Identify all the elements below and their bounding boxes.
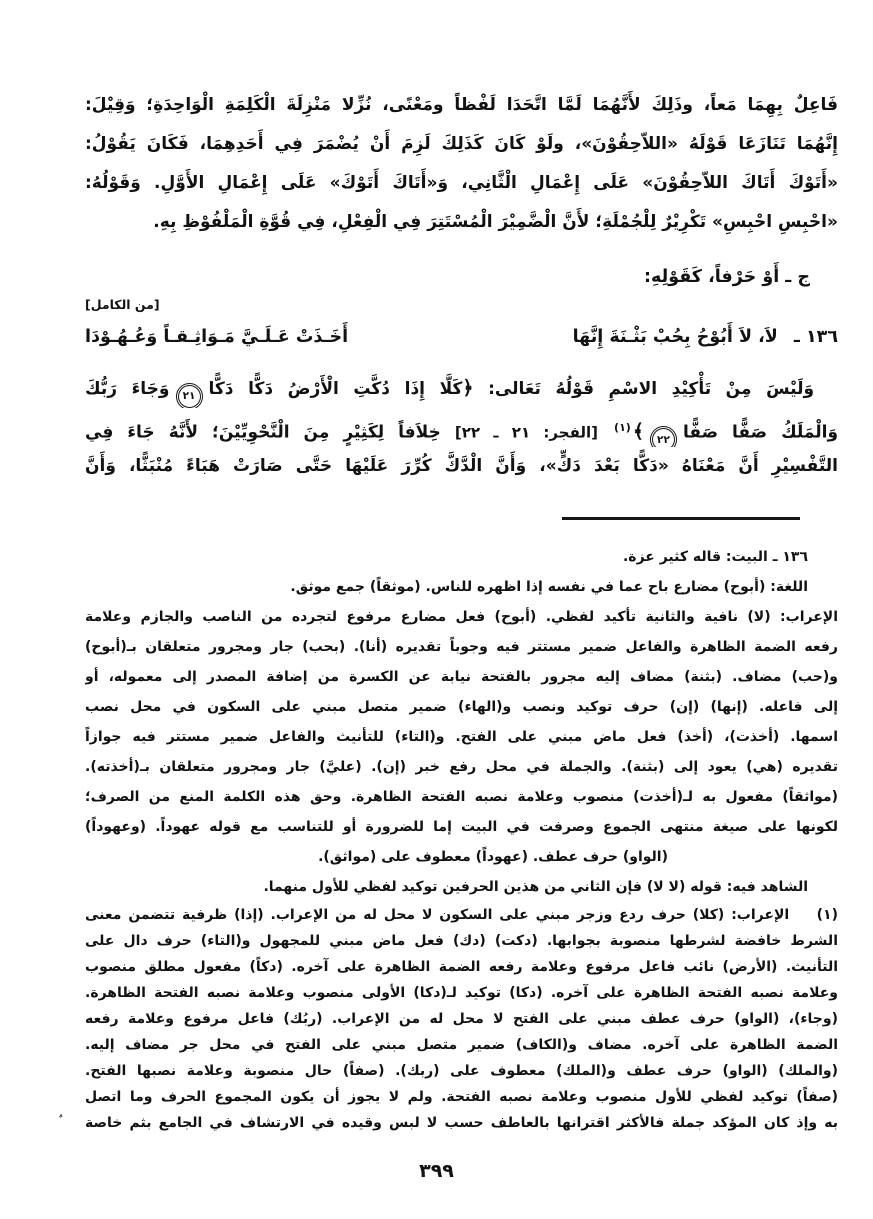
footnote-line: (١) الإعراب: (كلا) حرف ردع وزجر مبني على السكون لا محل له من الإعراب. (إذا) ظرفية تتضمن معنى <box>85 907 838 923</box>
quran-text: وَجَاءَ رَبُّكَ <box>85 379 170 399</box>
footnote-line: الإعراب: (لا) نافية والثانية تأكيد لفظي. (أبوح) فعل مضارع مرفوع لتجرده من الناصب والجازم وعلامة <box>85 609 838 625</box>
footnote-block-1 <box>85 902 838 1136</box>
footnote-line: و(حب) مضاف. (بثنة) مضاف إليه مجرور بالفتحة نيابة عن الكسرة من إضافة المصدر إلى معموله، أو <box>85 669 838 685</box>
footnote-line: (والملك) (الواو) حرف عطف و(الملك) معطوف على (ربك). (صفاً) حال منصوبة وعلامة نصبها الفتح. <box>85 1063 838 1079</box>
quran-text: كَلَّا إِذَا دُكَّتِ الْأَرْضُ دَكًّا دَكًّا <box>208 379 463 399</box>
footnote-separator <box>562 517 800 520</box>
quran-open-bracket: ﴿ <box>462 377 474 399</box>
footnote-line: اسمها. (أخذت)، (أخذ) فعل ماض مبني على الفتح. و(التاء) للتأنيث والفاعل ضمير مستتر فيه جوازاً <box>85 729 838 745</box>
footnote-line: وعلامة نصبه الفتحة الظاهرة على آخره. (دكا) توكيد لـ(دكا) الأولى منصوب وعلامة نصبه الفتحة الظاهرة. <box>85 985 838 1001</box>
footnote-line: الشرط خافضة لشرطها منصوبة بجوابها. (دكت) (دك) فعل ماض مبني للمجهول و(التاء) حرف دال على <box>85 933 838 949</box>
footnote-line: لكونها على صيغة منتهى الجموع وصرفت في البيت إما للضرورة أو للتناسب مع قوله عهوداً. (وعهوداً) <box>85 819 838 835</box>
page-number: ٣٩٩ <box>419 1160 454 1182</box>
footnote-line: (الواو) حرف عطف. (عهوداً) معطوف على (مواثق). <box>318 849 668 865</box>
quran-text: وَالْمَلَكُ صَفًّا صَفًّا <box>682 422 838 443</box>
text-line <box>85 408 838 447</box>
ayah-marker-22: ٢٢ <box>652 428 675 447</box>
text-line: «أَتَوْكَ أَتَاكَ اللاّحِقُوْنَ» عَلَى إِعْمَالِ الْثَّانِي، وَ«أَتَاكَ أَتَوْكَ» عَلَى إِعْمَالِ الأَوَّلِ. وَقَوْلُهُ: <box>85 173 838 193</box>
footnotes-section <box>85 542 838 1136</box>
footnote-line: التأنيث. (الأرض) نائب فاعل مرفوع وعلامة رفعه الضمة الظاهرة على آخره. (دكاً) مفعول مطلق منصوب <box>85 959 838 975</box>
text-line <box>85 369 838 408</box>
section-heading: ج ـ أَوْ حَرْفاً، كَقَوْلِهِ: <box>644 267 810 287</box>
text-line: إِنَّهُمَا تَنَازَعَا قَوْلَهُ «اللاّحِقُوْنَ»، ولَوْ كَانَ كَذَلِكَ لَزِمَ أَنْ يُضْمَرَ فِي أَحَدِهِمَا، فَكَانَ يَقُوْلُ: <box>85 134 838 154</box>
text-line: فَاعِلٌ بِهِمَا مَعاً، وذَلِكَ لأَنَّهُمَا لَمَّا اتَّحَدَا لَفْظاً ومَعْنًى، نُزِّلا مَنْزِلَةَ الْكَلِمَةِ الْوَاحِدَةِ؛ وَقِيْلَ: <box>85 95 838 115</box>
paragraph-text: خِلاَفاً لِكَثِيْرٍ مِنَ الْنَّحْوِيِّيْنَ؛ لأَنَّهُ جَاءَ فِي <box>85 422 441 443</box>
footnote-line: به وإذ كان المؤكد جملة فالأكثر اقترانها بالعاطف حسب لا لبس وقيده في الارتشاف في الجامع بثم خاصة <box>85 1115 838 1131</box>
footnote-line: إلى فاعله. (إنها) (إن) حرف توكيد ونصب و(الهاء) ضمير متصل مبني على السكون في محل نصب <box>85 699 838 715</box>
footnote-reference: (١) <box>614 421 631 434</box>
footnote-line: (وجاء)، (الواو) حرف عطف مبني على الفتح لا محل له من الإعراب. (ربُك) فاعل مرفوع وعلامة رفعه <box>85 1011 838 1027</box>
body-paragraph-1 <box>85 86 838 242</box>
surah-reference: [الفجر: ٢١ ـ ٢٢] <box>454 423 598 442</box>
footnote-line: ١٣٦ ـ البيت: قاله كثير عزة. <box>622 549 808 565</box>
footnote-line: تقديره (هي) يعود إلى (بثنة). والجملة في محل رفع خبر (إن). (عليَّ) جار ومجرور متعلقان بـ(أخذته). <box>85 759 838 775</box>
text-line: «احْبِسِ احْبِسِ» تَكْرِيْرٌ لِلْجُمْلَةِ؛ لأَنَّ الْضَّمِيْرَ الْمُسْتَتِرَ فِي الْفِعْلِ، فِي قُوَّةِ الْمَلْفُوْظِ بِهِ. <box>153 212 838 232</box>
footnote-line: الضمة الظاهرة على آخره. مضاف و(الكاف) ضمير متصل مبني على الفتح في محل جر مضاف إليه. <box>85 1037 838 1053</box>
footnote-line: (مواثقاً) مفعول به لـ(أخذت) منصوب وعلامة نصبه الفتحة الظاهرة. وحق هذه الكلمة المنع من الصرف؛ <box>85 789 838 805</box>
ayah-marker-21: ٢١ <box>178 385 201 408</box>
text-line: التَّفْسِيْرِ أَنَّ مَعْنَاهُ «دَكًّا بَعْدَ دَكٍّ»، وَأَنَّ الْدَّكَّ كُرِّرَ عَلَيْهَا حَتَّى صَارَتْ هَبَاءً مُنْبَثًّا، وَأَنَّ <box>85 456 838 476</box>
footnote-line: الشاهد فيه: قوله (لا لا) فإن الثاني من هذين الحرفين توكيد لفظي للأول منهما. <box>263 879 808 895</box>
meter-label: [من الكامل] <box>85 297 160 312</box>
footnote-block-136 <box>85 542 838 902</box>
quran-close-bracket: ﴾ <box>632 420 644 443</box>
footnote-line: رفعه الضمة الظاهرة والفاعل ضمير مستتر فيه وجوباً تقديره (أنا). (بحب) جار ومجرور متعلقان بـ(أبوح) <box>85 639 838 655</box>
verse-number: ١٣٦ ـ <box>793 327 838 347</box>
verse-second-hemistich: أَخَـذَتْ عَـلَـيَّ مَـوَاثِـقـاً وَعُـهُـوْدَا <box>85 327 349 347</box>
body-paragraph-2 <box>85 369 838 486</box>
paragraph-text: وَلَيْسَ مِنْ تَأْكِيْدِ الاسْمِ قَوْلُهُ تَعَالى: <box>473 379 815 399</box>
footnote-line: (صفاً) توكيد لفظي للأول منصوب وعلامة نصبه الفتحة. ولم لا يجوز أن يكون المجموع الحرف وما اتصل <box>85 1089 838 1105</box>
verse-first-hemistich <box>573 317 838 357</box>
footnote-line: اللغة: (أبوح) مضارع باح عما في نفسه إذا اظهره للناس. (موثقاً) جمع موثق. <box>290 579 808 595</box>
verse-line <box>85 317 838 357</box>
hemistich-1-text: لاَ، لاَ أَبُوْحُ بِحُبْ بَثْـنَةَ إِنَّهَا <box>572 327 778 347</box>
main-text <box>85 86 838 486</box>
